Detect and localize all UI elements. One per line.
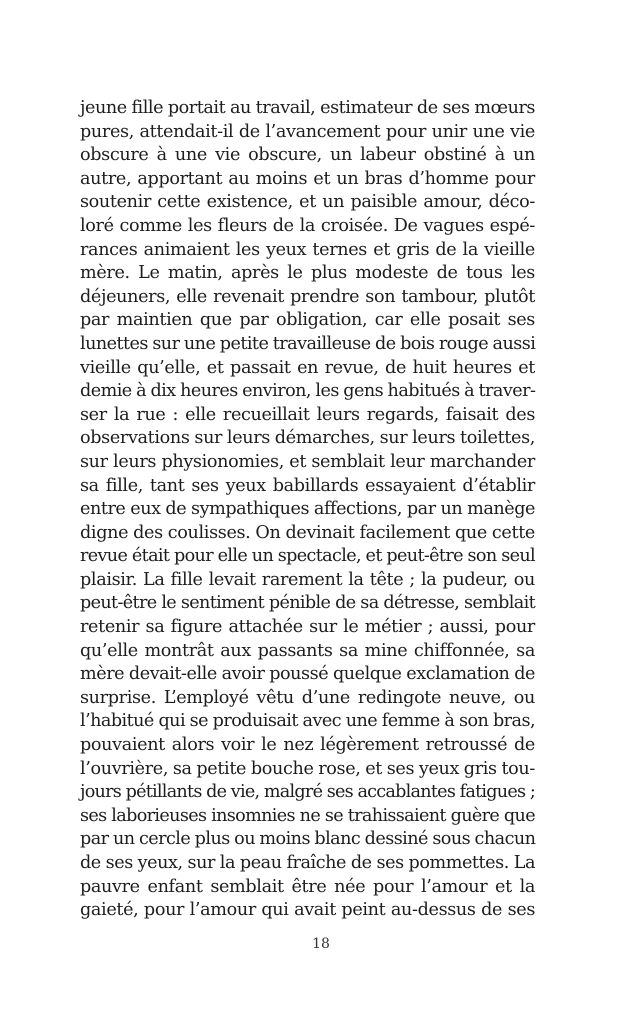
text-line: déjeuners, elle revenait prendre son tambour, plutôt	[80, 286, 535, 307]
text-line: entre eux de sympathiques affections, par un manège	[80, 499, 535, 520]
text-line: observations sur leurs démarches, sur leurs toilettes,	[80, 428, 535, 449]
text-line: gaieté, pour l’amour qui avait peint au-dessus de ses	[80, 900, 535, 921]
page-number: 18	[312, 936, 330, 952]
text-line: peut-être le sentiment pénible de sa détresse, semblait	[80, 593, 535, 614]
text-line: demie à dix heures environ, les gens habitués à traver-	[80, 381, 536, 402]
text-line: par maintien que par obligation, car elle posait ses	[80, 310, 535, 331]
text-line: mère. Le matin, après le plus modeste de tous les	[80, 263, 535, 284]
text-line: sa fille, tant ses yeux babillards essayaient d’établir	[80, 475, 535, 496]
text-line: plaisir. La fille levait rarement la tête ; la pudeur, ou	[80, 569, 535, 590]
text-line: l’habitué qui se produisait avec une femme à son bras,	[80, 711, 535, 732]
text-line: lunettes sur une petite travailleuse de bois rouge aussi	[80, 333, 536, 354]
text-line: retenir sa figure attachée sur le métier ; aussi, pour	[80, 617, 535, 638]
text-line: de ses yeux, sur la peau fraîche de ses pommettes. La	[80, 853, 535, 873]
body-text	[80, 97, 535, 923]
text-line: revue était pour elle un spectacle, et peut-être son seul	[80, 546, 535, 567]
text-line: ser la rue : elle recueillait leurs regards, faisait des	[80, 404, 535, 425]
text-line: obscure à une vie obscure, un labeur obstiné à un	[80, 145, 535, 166]
text-line: soutenir cette existence, et un paisible amour, déco-	[80, 192, 535, 213]
text-line: vieille qu’elle, et passait en revue, de huit heures et	[80, 357, 535, 378]
text-line: par un cercle plus ou moins blanc dessiné sous chacun	[80, 829, 536, 850]
text-line: l’ouvrière, sa petite bouche rose, et ses yeux gris tou-	[80, 758, 535, 779]
text-line: surprise. L’employé vêtu d’une redingote neuve, ou	[80, 687, 535, 708]
text-line: sur leurs physionomies, et semblait leur marchander	[80, 451, 535, 472]
text-line: pures, attendait-il de l’avancement pour unir une vie	[80, 121, 535, 142]
text-line: qu’elle montrât aux passants sa mine chiffonnée, sa	[80, 640, 535, 661]
text-line: rances animaient les yeux ternes et gris de la vieille	[80, 239, 535, 260]
text-line: pauvre enfant semblait être née pour l’amour et la	[80, 876, 535, 897]
text-line: digne des coulisses. On devinait facilement que cette	[80, 522, 535, 543]
text-line: mère devait-elle avoir poussé quelque exclamation de	[80, 664, 535, 685]
text-line: pouvaient alors voir le nez légèrement retroussé de	[80, 735, 535, 756]
text-line: autre, apportant au moins et un bras d’homme pour	[80, 168, 535, 189]
text-line: jeune fille portait au travail, estimateur de ses mœurs	[80, 98, 535, 118]
text-line: ses laborieuses insomnies ne se trahissaient guère que	[80, 805, 535, 826]
text-line: jours pétillants de vie, malgré ses accablantes fatigues ;	[80, 782, 535, 803]
text-line: loré comme les fleurs de la croisée. De vagues espé-	[80, 215, 535, 236]
